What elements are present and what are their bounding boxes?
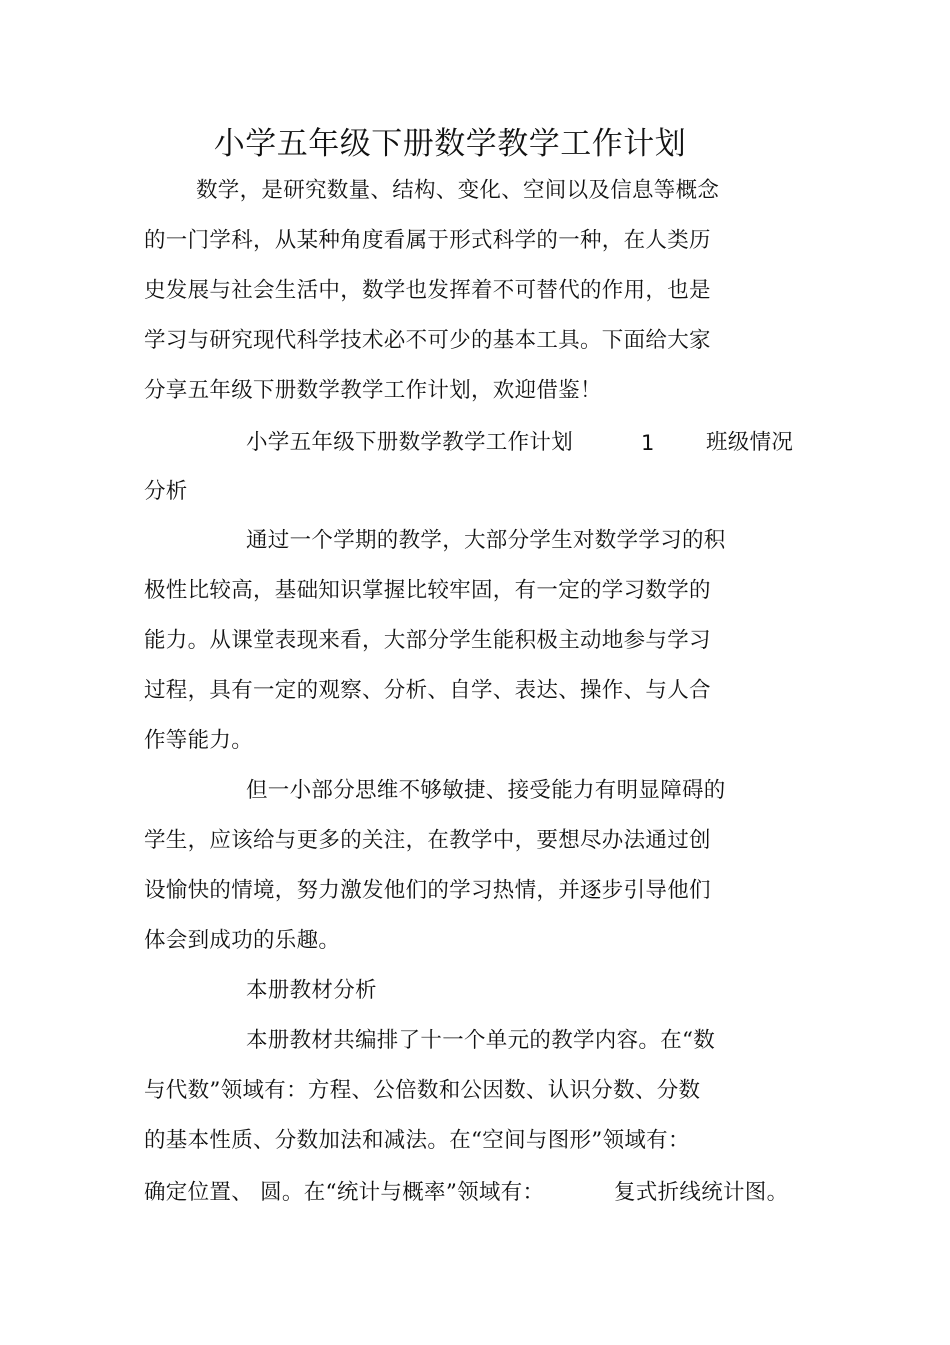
para1-line-4: 过程，具有一定的观察、分析、自学、表达、操作、与人合 <box>144 678 711 703</box>
textbook-heading: 本册教材分析 <box>246 978 377 1003</box>
section-heading-subtitle-cont: 分析 <box>144 479 188 504</box>
document-title: 小学五年级下册数学教学工作计划 <box>213 126 687 162</box>
para1-line-5: 作等能力。 <box>144 728 254 753</box>
intro-line-3: 史发展与社会生活中，数学也发挥着不可替代的作用，也是 <box>144 278 711 303</box>
para2-line-1: 但一小部分思维不够敏捷、接受能力有明显障碍的 <box>246 778 726 803</box>
para3-line-1: 本册教材共编排了十一个单元的教学内容。在“数 <box>246 1028 716 1053</box>
para2-line-4: 体会到成功的乐趣。 <box>144 928 341 953</box>
para3-line-3: 的基本性质、分数加法和减法。在“空间与图形”领域有： <box>144 1128 690 1153</box>
para3-line-4: 确定位置、 圆。在“统计与概率”领域有： <box>144 1180 545 1205</box>
section-heading-subtitle: 班级情况 <box>706 430 794 455</box>
intro-line-5: 分享五年级下册数学教学工作计划，欢迎借鉴！ <box>144 378 602 403</box>
para2-line-3: 设愉快的情境，努力激发他们的学习热情，并逐步引导他们 <box>144 878 711 903</box>
section-heading-title: 小学五年级下册数学教学工作计划 <box>246 430 574 455</box>
para1-line-3: 能力。从课堂表现来看，大部分学生能积极主动地参与学习 <box>144 628 711 653</box>
para1-line-1: 通过一个学期的教学，大部分学生对数学学习的积 <box>246 528 726 553</box>
para3-line-2: 与代数”领域有：方程、公倍数和公因数、认识分数、分数 <box>144 1078 701 1103</box>
section-heading-number: 1 <box>641 431 655 455</box>
para2-line-2: 学生，应该给与更多的关注，在教学中，要想尽办法通过创 <box>144 828 711 853</box>
para1-line-2: 极性比较高，基础知识掌握比较牢固，有一定的学习数学的 <box>144 578 711 603</box>
intro-line-4: 学习与研究现代科学技术必不可少的基本工具。下面给大家 <box>144 328 711 353</box>
intro-line-2: 的一门学科，从某种角度看属于形式科学的一种，在人类历 <box>144 228 711 253</box>
intro-line-1: 数学，是研究数量、结构、变化、空间以及信息等概念 <box>196 178 720 203</box>
para3-line-4-cont: 复式折线统计图。 <box>614 1180 789 1205</box>
